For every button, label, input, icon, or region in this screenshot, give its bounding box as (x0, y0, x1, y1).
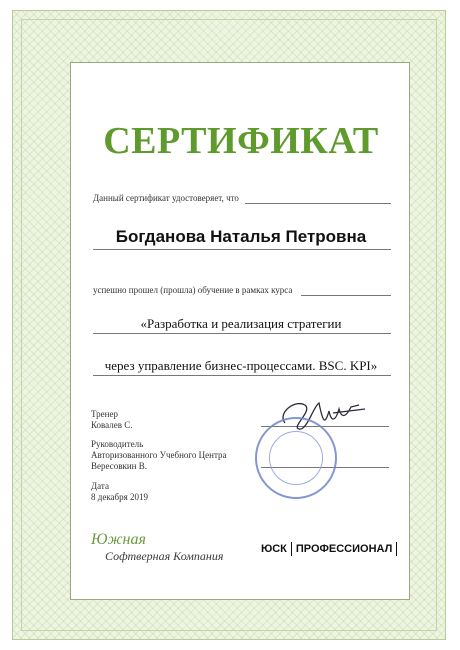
seal-stamp-icon (255, 417, 337, 499)
logo-separator-end (396, 542, 397, 556)
head-label: Руководитель (91, 439, 144, 449)
certificate-title: СЕРТИФИКАТ (103, 120, 379, 162)
recipient-underline (93, 249, 391, 250)
logo-right-text: ПРОФЕССИОНАЛ (295, 542, 393, 555)
course-title-line2: через управление бизнес-процессами. BSC. KPI» (104, 358, 378, 373)
head-name: Вересовкин В. (91, 461, 147, 471)
trainer-name: Ковалев С. (91, 420, 133, 430)
logo-left-line2: Софтверная Компания (105, 549, 224, 563)
recipient-name: Богданова Наталья Петровна (115, 227, 367, 246)
head-org: Авторизованного Учебного Центра (91, 450, 227, 460)
trainer-block (91, 409, 133, 431)
course-underline-1 (93, 333, 391, 334)
intro-underline (245, 203, 391, 204)
logo-left-line1: Южная (91, 531, 146, 548)
certificate-paper (70, 62, 410, 600)
trainer-label: Тренер (91, 409, 118, 419)
logo-separator (291, 542, 292, 556)
intro-text: Данный сертификат удостоверяет, что (93, 193, 239, 203)
completed-underline (301, 295, 391, 296)
head-block (91, 439, 227, 472)
date-label: Дата (91, 481, 109, 491)
completed-text: успешно прошел (прошла) обучение в рамках курса (93, 285, 293, 295)
company-logo-left (91, 531, 223, 564)
logo-right-brand: ЮСК (261, 542, 287, 555)
company-logo-right (261, 542, 401, 556)
date-value: 8 декабря 2019 (91, 492, 149, 502)
course-title-line1: «Разработка и реализация стратегии (140, 316, 342, 331)
course-underline-2 (93, 375, 391, 376)
date-block (91, 481, 148, 503)
